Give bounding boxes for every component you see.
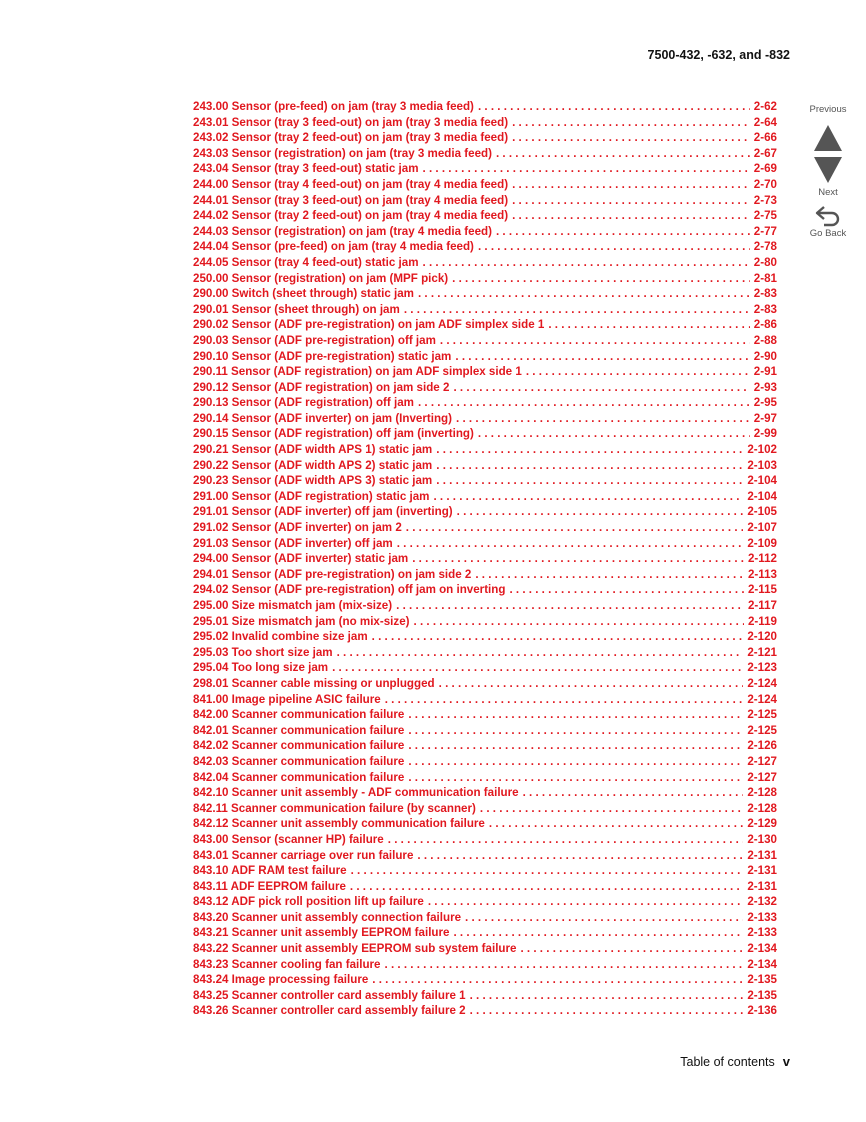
toc-dot-leader	[453, 380, 749, 396]
toc-entry-page: 2-121	[747, 645, 777, 659]
toc-entry[interactable]	[193, 598, 777, 614]
toc-entry-title: 244.04 Sensor (pre-feed) on jam (tray 4 media feed)	[193, 240, 474, 254]
toc-entry-title: 290.21 Sensor (ADF width APS 1) static jam	[193, 443, 433, 457]
toc-entry-title: 842.10 Scanner unit assembly - ADF communication failure	[193, 786, 519, 800]
toc-entry[interactable]	[193, 286, 777, 302]
toc-entry-title: 843.20 Scanner unit assembly connection failure	[193, 910, 462, 924]
next-label: Next	[818, 187, 838, 198]
toc-entry-page: 2-81	[753, 271, 777, 285]
toc-dot-leader	[408, 707, 743, 723]
toc-entry-title: 244.01 Sensor (tray 3 feed-out) on jam (tray 4 media feed)	[193, 193, 509, 207]
toc-entry-title: 244.00 Sensor (tray 4 feed-out) on jam (tray 4 media feed)	[193, 177, 509, 191]
toc-entry-title: 843.00 Sensor (scanner HP) failure	[193, 832, 384, 846]
toc-entry[interactable]	[193, 333, 777, 349]
toc-entry-title: 291.03 Sensor (ADF inverter) off jam	[193, 536, 393, 550]
toc-dot-leader	[412, 551, 744, 567]
toc-entry[interactable]	[193, 426, 777, 442]
toc-entry-page: 2-135	[747, 988, 777, 1002]
toc-dot-leader	[418, 286, 750, 302]
toc-dot-leader	[404, 302, 750, 318]
toc-entry-title: 291.01 Sensor (ADF inverter) off jam (inverting)	[193, 505, 453, 519]
toc-entry-page: 2-104	[747, 489, 777, 503]
toc-entry[interactable]	[193, 629, 777, 645]
toc-entry[interactable]	[193, 957, 777, 973]
go-back-icon[interactable]	[813, 204, 843, 228]
toc-entry-page: 2-78	[753, 240, 777, 254]
toc-entry-page: 2-130	[747, 832, 777, 846]
toc-dot-leader	[337, 645, 744, 661]
toc-dot-leader	[414, 614, 744, 630]
toc-dot-leader	[523, 785, 744, 801]
toc-entry[interactable]	[193, 863, 777, 879]
previous-arrow-icon[interactable]	[813, 123, 843, 153]
toc-entry[interactable]	[193, 349, 777, 365]
toc-entry-page: 2-103	[747, 458, 777, 472]
toc-entry-title: 244.05 Sensor (tray 4 feed-out) static jam	[193, 255, 419, 269]
toc-entry-title: 295.04 Too long size jam	[193, 661, 329, 675]
toc-entry-page: 2-128	[747, 786, 777, 800]
toc-entry-title: 243.03 Sensor (registration) on jam (tray 3 media feed)	[193, 146, 492, 160]
toc-dot-leader	[512, 208, 750, 224]
toc-entry[interactable]	[193, 707, 777, 723]
toc-entry-title: 290.00 Switch (sheet through) static jam	[193, 287, 414, 301]
toc-entry[interactable]	[193, 770, 777, 786]
toc-entry-title: 295.01 Size mismatch jam (no mix-size)	[193, 614, 410, 628]
toc-entry[interactable]	[193, 582, 777, 598]
toc-entry-page: 2-73	[753, 193, 777, 207]
toc-entry[interactable]	[193, 317, 777, 333]
toc-entry-title: 295.00 Size mismatch jam (mix-size)	[193, 599, 393, 612]
toc-entry[interactable]	[193, 255, 777, 271]
toc-entry-page: 2-117	[747, 599, 777, 612]
toc-dot-leader	[509, 582, 744, 598]
toc-entry[interactable]	[193, 473, 777, 489]
toc-entry-title: 294.00 Sensor (ADF inverter) static jam	[193, 552, 409, 566]
toc-entry-page: 2-93	[753, 380, 777, 394]
toc-dot-leader	[423, 161, 750, 177]
toc-entry-page: 2-136	[747, 1004, 777, 1018]
toc-entry[interactable]	[193, 271, 777, 287]
toc-entry-page: 2-131	[747, 864, 777, 878]
toc-entry[interactable]	[193, 380, 777, 396]
toc-entry-title: 843.12 ADF pick roll position lift up failure	[193, 895, 424, 909]
toc-entry-title: 841.00 Image pipeline ASIC failure	[193, 692, 381, 706]
toc-entry-title: 298.01 Scanner cable missing or unplugged	[193, 676, 435, 690]
toc-entry-page: 2-129	[747, 817, 777, 831]
toc-entry-page: 2-133	[747, 910, 777, 924]
toc-entry-page: 2-134	[747, 942, 777, 956]
toc-entry[interactable]	[193, 115, 777, 131]
toc-entry-page: 2-97	[753, 411, 777, 425]
toc-entry-title: 842.04 Scanner communication failure	[193, 770, 405, 784]
toc-dot-leader	[385, 957, 744, 973]
toc-entry-title: 295.03 Too short size jam	[193, 645, 333, 659]
toc-entry[interactable]	[193, 177, 777, 193]
toc-entry-page: 2-64	[753, 115, 777, 129]
toc-entry-page: 2-80	[753, 255, 777, 269]
toc-entry-title: 290.02 Sensor (ADF pre-registration) on jam ADF simplex side 1	[193, 318, 545, 332]
toc-dot-leader	[520, 941, 743, 957]
document-number-header: 7500-432, -632, and -832	[647, 48, 790, 62]
toc-entry[interactable]	[193, 193, 777, 209]
toc-entry-page: 2-127	[747, 754, 777, 768]
toc-dot-leader	[475, 567, 744, 583]
toc-entry[interactable]	[193, 161, 777, 177]
page-footer	[680, 1054, 790, 1069]
toc-entry-title: 243.02 Sensor (tray 2 feed-out) on jam (tray 3 media feed)	[193, 131, 509, 145]
toc-dot-leader	[436, 442, 743, 458]
toc-entry-title: 290.11 Sensor (ADF registration) on jam ADF simplex side 1	[193, 365, 522, 379]
toc-entry-page: 2-128	[747, 801, 777, 815]
toc-entry-title: 250.00 Sensor (registration) on jam (MPF pick)	[193, 271, 449, 285]
toc-entry[interactable]	[193, 146, 777, 162]
toc-entry-title: 290.13 Sensor (ADF registration) off jam	[193, 396, 414, 410]
toc-entry-page: 2-131	[747, 879, 777, 893]
toc-entry-page: 2-124	[747, 676, 777, 690]
toc-entry-title: 843.22 Scanner unit assembly EEPROM sub system failure	[193, 942, 517, 956]
toc-entry-page: 2-112	[747, 552, 777, 566]
toc-dot-leader	[423, 255, 750, 271]
toc-entry-page: 2-123	[747, 661, 777, 675]
toc-entry[interactable]	[193, 894, 777, 910]
toc-entry[interactable]	[193, 99, 777, 115]
toc-entry-title: 843.01 Scanner carriage over run failure	[193, 848, 414, 862]
toc-dot-leader	[512, 115, 750, 131]
toc-entry-page: 2-125	[747, 723, 777, 737]
toc-entry-title: 290.23 Sensor (ADF width APS 3) static jam	[193, 474, 433, 488]
toc-entry-page: 2-107	[747, 521, 777, 535]
toc-entry-page: 2-113	[747, 567, 777, 581]
toc-entry-page: 2-127	[747, 770, 777, 784]
toc-dot-leader	[548, 317, 749, 333]
toc-entry-page: 2-83	[753, 287, 777, 301]
toc-dot-leader	[512, 193, 750, 209]
toc-entry-page: 2-62	[753, 100, 777, 113]
toc-dot-leader	[408, 723, 743, 739]
toc-entry-title: 290.12 Sensor (ADF registration) on jam side 2	[193, 380, 450, 394]
toc-entry-page: 2-126	[747, 739, 777, 753]
toc-entry[interactable]	[193, 785, 777, 801]
toc-entry-title: 842.12 Scanner unit assembly communication failure	[193, 817, 485, 831]
toc-dot-leader	[372, 629, 744, 645]
toc-entry[interactable]	[193, 988, 777, 1004]
toc-entry[interactable]	[193, 567, 777, 583]
toc-entry-page: 2-135	[747, 973, 777, 987]
toc-dot-leader	[350, 879, 743, 895]
toc-entry-page: 2-69	[753, 162, 777, 176]
toc-dot-leader	[440, 333, 750, 349]
toc-entry[interactable]	[193, 489, 777, 505]
toc-entry-title: 843.11 ADF EEPROM failure	[193, 879, 346, 893]
toc-entry[interactable]	[193, 442, 777, 458]
toc-entry[interactable]	[193, 411, 777, 427]
toc-entry[interactable]	[193, 660, 777, 676]
toc-entry-page: 2-88	[753, 333, 777, 347]
toc-dot-leader	[456, 411, 750, 427]
toc-entry-title: 843.25 Scanner controller card assembly failure 1	[193, 988, 466, 1002]
toc-entry-title: 294.01 Sensor (ADF pre-registration) on jam side 2	[193, 567, 472, 581]
toc-dot-leader	[439, 676, 744, 692]
toc-entry[interactable]	[193, 551, 777, 567]
toc-dot-leader	[408, 754, 743, 770]
pdf-navigation	[800, 104, 856, 239]
toc-entry-title: 842.00 Scanner communication failure	[193, 708, 405, 722]
toc-entry-page: 2-120	[747, 630, 777, 644]
toc-entry[interactable]	[193, 941, 777, 957]
toc-entry-title: 244.03 Sensor (registration) on jam (tray 4 media feed)	[193, 224, 492, 238]
toc-entry[interactable]	[193, 676, 777, 692]
toc-entry-title: 290.01 Sensor (sheet through) on jam	[193, 302, 400, 316]
toc-entry-title: 243.01 Sensor (tray 3 feed-out) on jam (tray 3 media feed)	[193, 115, 509, 129]
toc-dot-leader	[512, 130, 750, 146]
toc-entry[interactable]	[193, 224, 777, 240]
toc-dot-leader	[496, 146, 750, 162]
toc-entry[interactable]	[193, 754, 777, 770]
toc-entry[interactable]	[193, 692, 777, 708]
toc-entry-title: 244.02 Sensor (tray 2 feed-out) on jam (tray 4 media feed)	[193, 209, 509, 223]
toc-entry-page: 2-102	[747, 443, 777, 457]
toc-entry[interactable]	[193, 208, 777, 224]
toc-entry-page: 2-104	[747, 474, 777, 488]
toc-entry-title: 294.02 Sensor (ADF pre-registration) off jam on inverting	[193, 583, 506, 597]
toc-entry-title: 290.22 Sensor (ADF width APS 2) static jam	[193, 458, 433, 472]
toc-entry-page: 2-66	[753, 131, 777, 145]
toc-entry[interactable]	[193, 458, 777, 474]
toc-entry-title: 843.10 ADF RAM test failure	[193, 864, 347, 878]
toc-entry-title: 842.03 Scanner communication failure	[193, 754, 405, 768]
toc-entry[interactable]	[193, 614, 777, 630]
toc-entry-title: 290.10 Sensor (ADF pre-registration) static jam	[193, 349, 452, 363]
toc-dot-leader	[478, 99, 750, 115]
toc-dot-leader	[417, 848, 743, 864]
toc-dot-leader	[478, 239, 750, 255]
footer-page-number: v	[782, 1054, 790, 1069]
footer-label: Table of contents	[680, 1055, 775, 1069]
toc-dot-leader	[455, 349, 749, 365]
toc-entry-page: 2-119	[747, 614, 777, 628]
toc-dot-leader	[433, 489, 743, 505]
toc-entry-title: 243.04 Sensor (tray 3 feed-out) static jam	[193, 162, 419, 176]
toc-dot-leader	[452, 271, 750, 287]
toc-dot-leader	[408, 770, 743, 786]
next-arrow-icon[interactable]	[813, 155, 843, 185]
toc-entry-title: 842.02 Scanner communication failure	[193, 739, 405, 753]
toc-entry-title: 843.21 Scanner unit assembly EEPROM failure	[193, 926, 450, 940]
toc-dot-leader	[470, 988, 744, 1004]
toc-entry[interactable]	[193, 723, 777, 739]
toc-entry[interactable]	[193, 395, 777, 411]
table-of-contents	[193, 99, 777, 1019]
toc-dot-leader	[372, 972, 743, 988]
toc-entry-page: 2-131	[747, 848, 777, 862]
toc-dot-leader	[489, 816, 743, 832]
toc-dot-leader	[397, 536, 744, 552]
toc-entry[interactable]	[193, 801, 777, 817]
toc-entry-page: 2-67	[753, 146, 777, 160]
toc-entry[interactable]	[193, 816, 777, 832]
toc-entry-title: 843.26 Scanner controller card assembly failure 2	[193, 1004, 466, 1018]
toc-entry-page: 2-134	[747, 957, 777, 971]
toc-entry[interactable]	[193, 848, 777, 864]
toc-entry-title: 290.15 Sensor (ADF registration) off jam (inverting)	[193, 427, 474, 441]
toc-dot-leader	[388, 832, 744, 848]
toc-entry[interactable]	[193, 302, 777, 318]
toc-dot-leader	[512, 177, 750, 193]
toc-entry[interactable]	[193, 910, 777, 926]
toc-entry-title: 295.02 Invalid combine size jam	[193, 630, 368, 644]
toc-entry-page: 2-83	[753, 302, 777, 316]
toc-entry[interactable]	[193, 645, 777, 661]
toc-entry[interactable]	[193, 738, 777, 754]
toc-dot-leader	[457, 504, 744, 520]
toc-entry[interactable]	[193, 925, 777, 941]
toc-dot-leader	[406, 520, 744, 536]
toc-dot-leader	[465, 910, 743, 926]
toc-dot-leader	[480, 801, 743, 817]
toc-entry-page: 2-132	[747, 895, 777, 909]
toc-entry[interactable]	[193, 879, 777, 895]
toc-entry-title: 243.00 Sensor (pre-feed) on jam (tray 3 media feed)	[193, 100, 474, 113]
toc-entry-page: 2-91	[753, 365, 777, 379]
toc-entry[interactable]	[193, 972, 777, 988]
toc-dot-leader	[436, 473, 743, 489]
toc-entry-page: 2-105	[747, 505, 777, 519]
toc-entry[interactable]	[193, 1003, 777, 1019]
toc-entry[interactable]	[193, 504, 777, 520]
toc-dot-leader	[418, 395, 750, 411]
toc-entry-title: 842.01 Scanner communication failure	[193, 723, 405, 737]
toc-entry[interactable]	[193, 832, 777, 848]
toc-entry-page: 2-95	[753, 396, 777, 410]
toc-dot-leader	[428, 894, 744, 910]
previous-label: Previous	[809, 104, 847, 115]
toc-entry-page: 2-75	[753, 209, 777, 223]
toc-entry-title: 291.00 Sensor (ADF registration) static jam	[193, 489, 430, 503]
toc-dot-leader	[332, 660, 743, 676]
toc-entry-title: 290.03 Sensor (ADF pre-registration) off jam	[193, 333, 436, 347]
toc-dot-leader	[396, 598, 744, 614]
toc-dot-leader	[351, 863, 744, 879]
go-back-label: Go Back	[809, 228, 847, 239]
toc-entry[interactable]	[193, 239, 777, 255]
toc-dot-leader	[408, 738, 743, 754]
toc-dot-leader	[385, 692, 744, 708]
toc-entry[interactable]	[193, 536, 777, 552]
toc-entry-page: 2-124	[747, 692, 777, 706]
toc-entry-page: 2-90	[753, 349, 777, 363]
toc-dot-leader	[453, 925, 743, 941]
toc-entry-page: 2-99	[753, 427, 777, 441]
toc-entry-page: 2-86	[753, 318, 777, 332]
toc-entry-title: 842.11 Scanner communication failure (by scanner)	[193, 801, 476, 815]
toc-dot-leader	[496, 224, 750, 240]
toc-entry-title: 843.24 Image processing failure	[193, 973, 369, 987]
toc-entry-page: 2-125	[747, 708, 777, 722]
toc-entry[interactable]	[193, 364, 777, 380]
toc-entry-page: 2-133	[747, 926, 777, 940]
toc-entry-page: 2-70	[753, 177, 777, 191]
toc-dot-leader	[526, 364, 750, 380]
toc-entry-page: 2-109	[747, 536, 777, 550]
toc-entry-page: 2-115	[747, 583, 777, 597]
toc-dot-leader	[436, 458, 743, 474]
toc-dot-leader	[478, 426, 750, 442]
toc-entry[interactable]	[193, 130, 777, 146]
toc-entry-title: 290.14 Sensor (ADF inverter) on jam (Inverting)	[193, 411, 452, 425]
toc-entry-title: 843.23 Scanner cooling fan failure	[193, 957, 381, 971]
toc-entry-page: 2-77	[753, 224, 777, 238]
toc-dot-leader	[470, 1003, 744, 1019]
toc-entry-title: 291.02 Sensor (ADF inverter) on jam 2	[193, 521, 402, 535]
toc-entry[interactable]	[193, 520, 777, 536]
